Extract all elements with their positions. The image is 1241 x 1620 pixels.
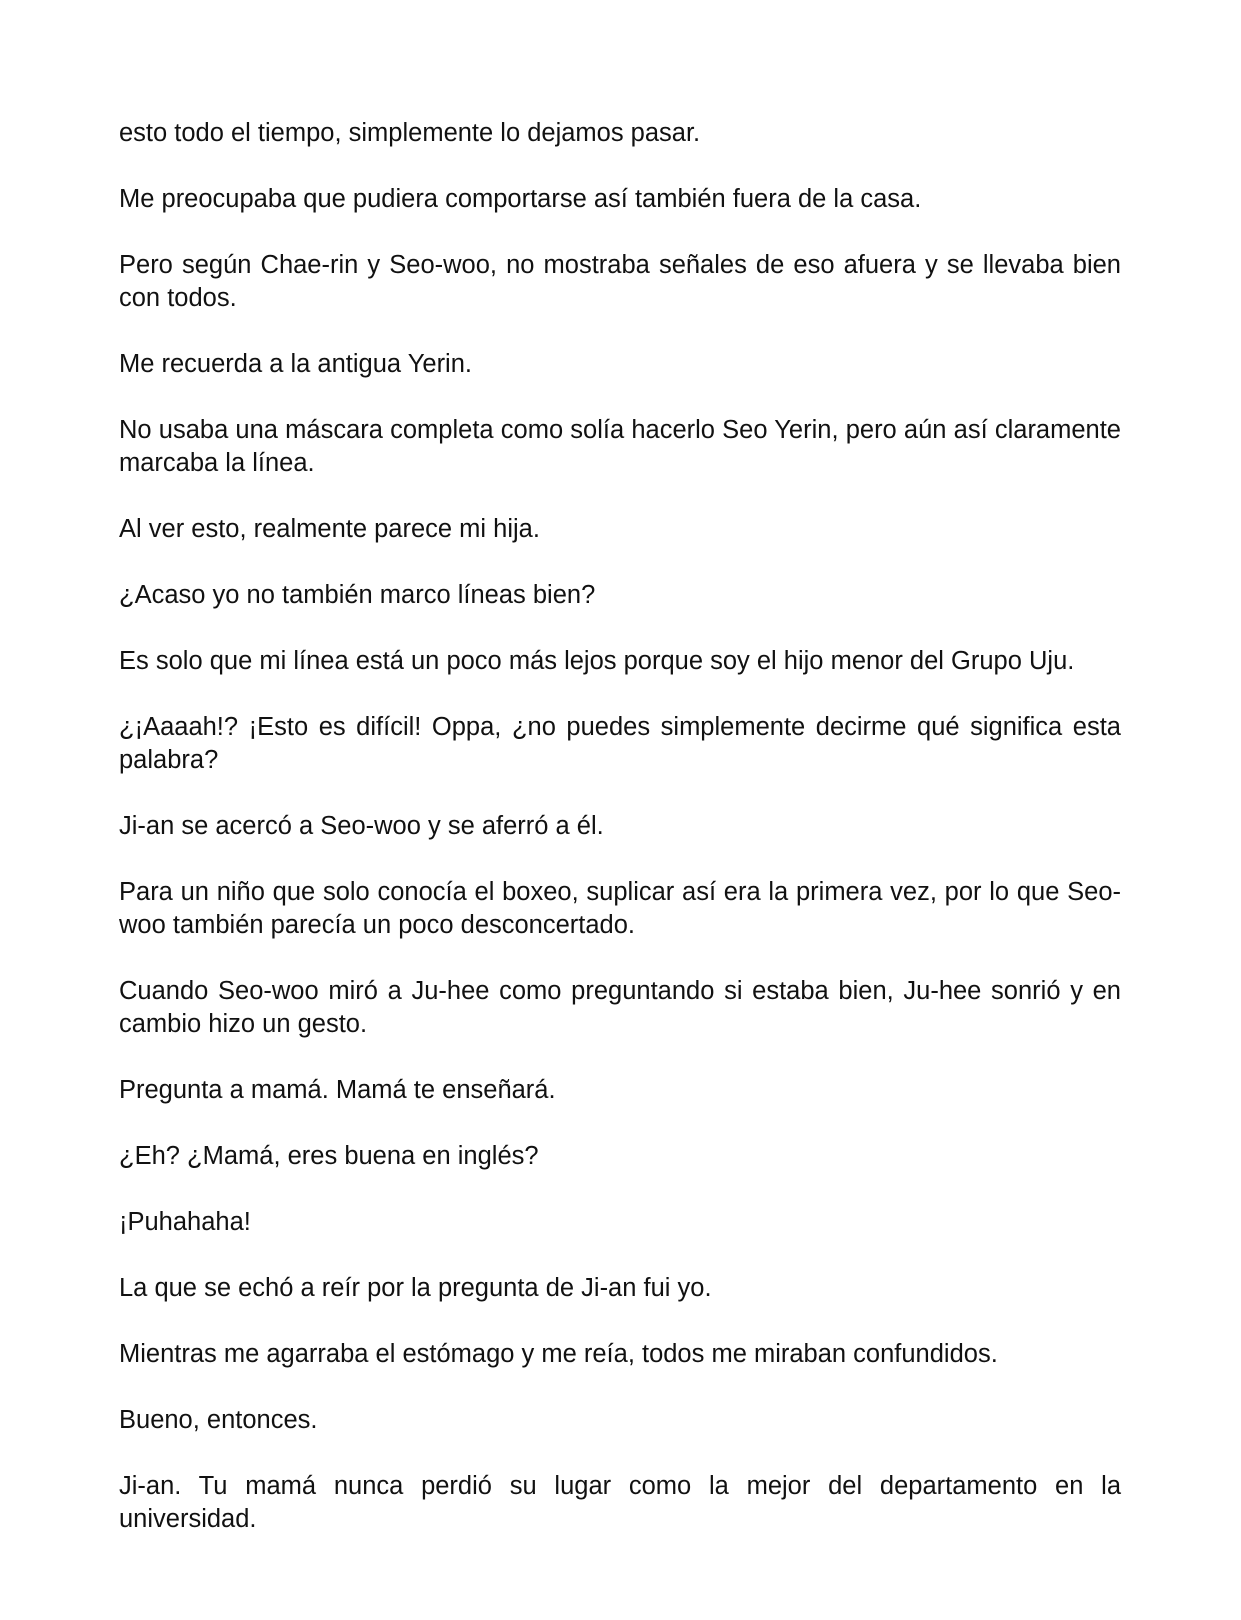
paragraph: ¡Puhahaha! bbox=[119, 1208, 251, 1236]
paragraph: La que se echó a reír por la pregunta de Ji-an fui yo. bbox=[119, 1274, 712, 1302]
paragraph: ¿Acaso yo no también marco líneas bien? bbox=[119, 581, 596, 609]
document-body bbox=[119, 117, 1121, 1536]
paragraph: Al ver esto, realmente parece mi hija. bbox=[119, 515, 540, 543]
paragraph: Para un niño que solo conocía el boxeo, suplicar así era la primera vez, por lo que Seo-woo también parecía un poco desconcertado. bbox=[119, 878, 1121, 939]
paragraph: Mientras me agarraba el estómago y me reía, todos me miraban confundidos. bbox=[119, 1340, 998, 1368]
paragraph: No usaba una máscara completa como solía hacerlo Seo Yerin, pero aún así claramente marcaba la línea. bbox=[119, 416, 1121, 477]
paragraph: Pero según Chae-rin y Seo-woo, no mostraba señales de eso afuera y se llevaba bien con todos. bbox=[119, 251, 1121, 312]
paragraph: Me recuerda a la antigua Yerin. bbox=[119, 350, 472, 378]
paragraph: Es solo que mi línea está un poco más lejos porque soy el hijo menor del Grupo Uju. bbox=[119, 647, 1075, 675]
paragraph: ¿Eh? ¿Mamá, eres buena en inglés? bbox=[119, 1142, 539, 1170]
paragraph: Bueno, entonces. bbox=[119, 1406, 318, 1434]
paragraph: ¿¡Aaaah!? ¡Esto es difícil! Oppa, ¿no puedes simplemente decirme qué significa esta palabra? bbox=[119, 713, 1121, 774]
paragraph: Ji-an se acercó a Seo-woo y se aferró a él. bbox=[119, 812, 604, 840]
paragraph: Ji-an. Tu mamá nunca perdió su lugar como la mejor del departamento en la universidad. bbox=[119, 1472, 1121, 1533]
paragraph: Me preocupaba que pudiera comportarse así también fuera de la casa. bbox=[119, 185, 922, 213]
paragraph: Pregunta a mamá. Mamá te enseñará. bbox=[119, 1076, 556, 1104]
paragraph: esto todo el tiempo, simplemente lo dejamos pasar. bbox=[119, 119, 701, 147]
paragraph: Cuando Seo-woo miró a Ju-hee como preguntando si estaba bien, Ju-hee sonrió y en cambio hizo un gesto. bbox=[119, 977, 1121, 1038]
